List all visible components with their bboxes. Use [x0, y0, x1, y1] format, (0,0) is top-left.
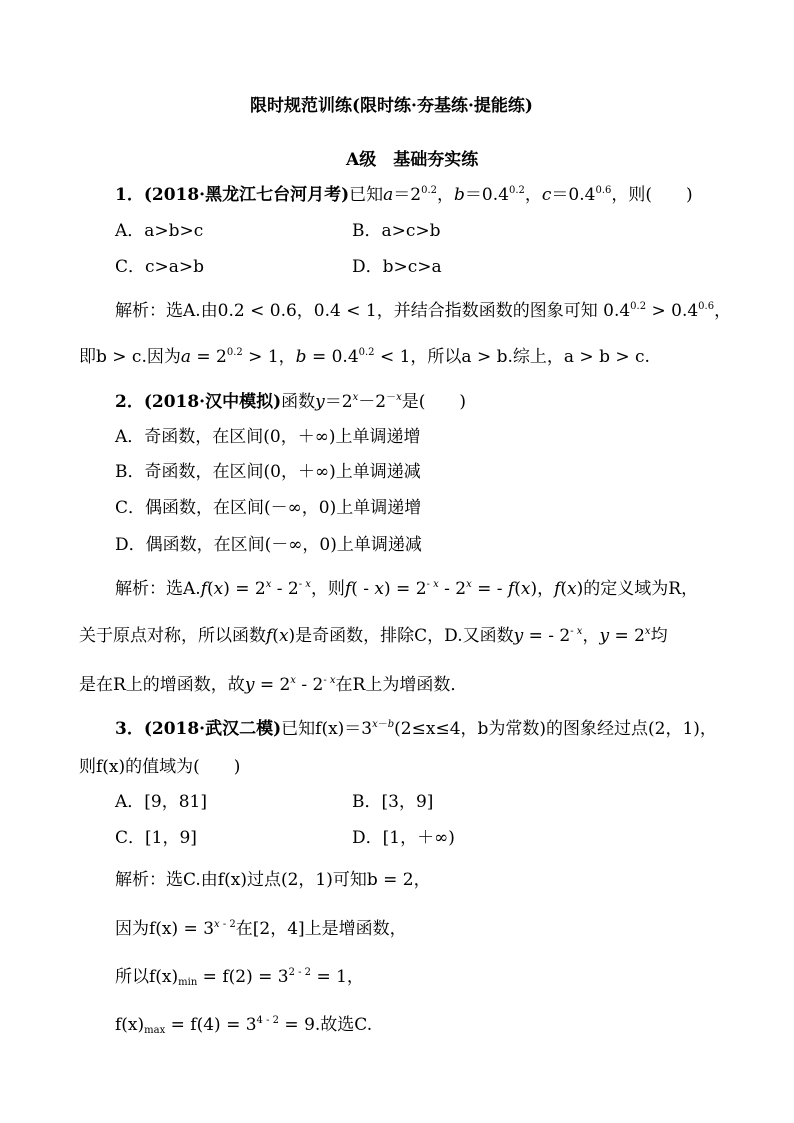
- question-3-option-a: A．[9，81]: [115, 792, 207, 812]
- question-3-line-2: 则f(x)的值域为( ): [79, 757, 241, 777]
- question-3-stem: 3．(2018·武汉二模)已知$f(x)=3^{x-b}(2\le x\le 4$，b为常数)的图象经过点(2，1)，: [115, 719, 717, 739]
- question-2-stem: 2．(2018·汉中模拟)函数$y=2^x-2^{-x}$是( ): [115, 392, 466, 412]
- solution-3-text-3a: 所以f(x): [115, 967, 179, 987]
- solution-2-text-b: 关于原点对称，所以函数: [79, 626, 266, 646]
- question-3-text: 已知f(x)＝3: [281, 719, 373, 739]
- question-3-option-b: B．[3，9]: [352, 792, 434, 812]
- solution-1-label: 解析：: [115, 301, 166, 321]
- question-3-text-b: (2≤x≤4，b为常数)的图象经过点(2，1)，: [394, 719, 717, 739]
- question-1-tail: ，则( ): [611, 185, 693, 205]
- question-2-option-a: A．奇函数，在区间(0，＋∞)上单调递增: [115, 427, 421, 447]
- question-1-option-a: A．a>b>c: [115, 221, 204, 241]
- question-2-tail: 是( ): [401, 392, 466, 412]
- question-3-option-d: D．[1，＋∞): [352, 828, 455, 848]
- question-2-source: 2．(2018·汉中模拟): [115, 392, 282, 412]
- question-2-option-c: C．偶函数，在区间(－∞，0)上单调递增: [115, 498, 422, 518]
- solution-3-line-1: [115, 869, 431, 891]
- question-1-source: 1．(2018·黑龙江七台河月考): [115, 185, 350, 205]
- solution-1-text-b: 即b > c.因为: [79, 347, 181, 367]
- solution-3-label: 解析：: [115, 870, 166, 890]
- question-1-option-d: D．b>c>a: [352, 257, 442, 277]
- solution-3-text-3c: = 1，: [311, 967, 364, 987]
- question-2-text: 函数: [281, 392, 316, 412]
- question-2-option-d: D．偶函数，在区间(－∞，0)上单调递减: [115, 535, 422, 555]
- solution-3-line-4: $f(x)_{max} = f(4) = 3^{4 - 2} = 9$.故选C.: [115, 1015, 373, 1036]
- question-2-option-b: B．奇函数，在区间(0，＋∞)上单调递减: [115, 462, 421, 482]
- solution-3-text-3b: = f(2) = 3: [197, 967, 289, 987]
- page-title: 限时规范训练(限时练·夯基练·提能练): [250, 96, 533, 116]
- solution-2-label: 解析：: [115, 579, 166, 599]
- question-1-option-b: B．a>c>b: [352, 221, 441, 241]
- solution-1-text: 由0.2 < 0.6，0.4 < 1，并结合指数函数的图象可知: [200, 301, 598, 321]
- solution-2-line-3: 是在R上的增函数，故$y = 2^x - 2^{- x}$在R上为增函数．: [79, 675, 468, 695]
- solution-3-line-2: 因为$f(x) = 3^{x - 2}$在[2，4]上是增函数，: [115, 919, 407, 939]
- question-3-option-c: C．[1，9]: [115, 828, 197, 848]
- solution-3-text-4b: = f(4) = 3: [165, 1015, 257, 1035]
- solution-1-line-1: 解析：选A.由0.2 < 0.6，0.4 < 1，并结合指数函数的图象可知 $0.4^{0.2} > 0.4^{0.6}$，: [115, 301, 732, 321]
- solution-3-text-4c: = 9.故选C.: [279, 1015, 373, 1035]
- solution-3-text-2a: 因为f(x) = 3: [115, 919, 215, 939]
- solution-2-text-c: 是奇函数，排除C，D.又函数: [295, 626, 514, 646]
- solution-2-text-e: 是在R上的增函数，故: [79, 675, 245, 695]
- question-3-source: 3．(2018·武汉二模): [115, 719, 282, 739]
- section-heading: A级 基础夯实练: [346, 150, 479, 170]
- solution-3-line-3: 所以$f(x)_{min} = f(2) = 3^{2 - 2} = 1$，: [115, 967, 364, 988]
- question-1-stem: 1．(2018·黑龙江七台河月考)已知$a=2^{0.2}$，$b=0.4^{0.2}$，$c=0.4^{0.6}$，则( ): [115, 185, 693, 205]
- solution-3-text-1: 选C.由f(x)过点(2，1)可知b = 2，: [166, 870, 431, 890]
- solution-2-line-2: 关于原点对称，所以函数f(x)是奇函数，排除C，D.又函数y = - $2^{- x}$，$y = 2^x$均: [79, 626, 668, 646]
- solution-3-text-4a: f(x): [115, 1015, 145, 1035]
- question-1-option-c: C．c>a>b: [115, 257, 205, 277]
- solution-2-line-1: 解析：选$A.f(x) = 2^x - 2^{- x}$，则$f( - x) = 2^{- x} - 2^x$ = - f(x)，f(x)的定义域为R，: [115, 579, 699, 599]
- solution-1-line-2: 即b > c.因为$a = 2^{0.2} > 1$，$b = 0.4^{0.2} < 1$，所以a > b.综上，a > b > c.: [79, 347, 650, 367]
- question-1-text: 已知: [349, 185, 384, 205]
- solution-1-choice: 选A.: [166, 301, 201, 321]
- solution-2-text-a: 的定义域为R，: [583, 579, 699, 599]
- solution-2-text-f: 在R上为增函数．: [335, 675, 468, 695]
- solution-1-text-c: ，所以a > b.综上，a > b > c.: [410, 347, 650, 367]
- solution-2-choice: 选A.: [166, 579, 201, 599]
- solution-2-text-d: 均: [650, 626, 668, 646]
- solution-3-text-2b: 在[2，4]上是增函数，: [235, 919, 407, 939]
